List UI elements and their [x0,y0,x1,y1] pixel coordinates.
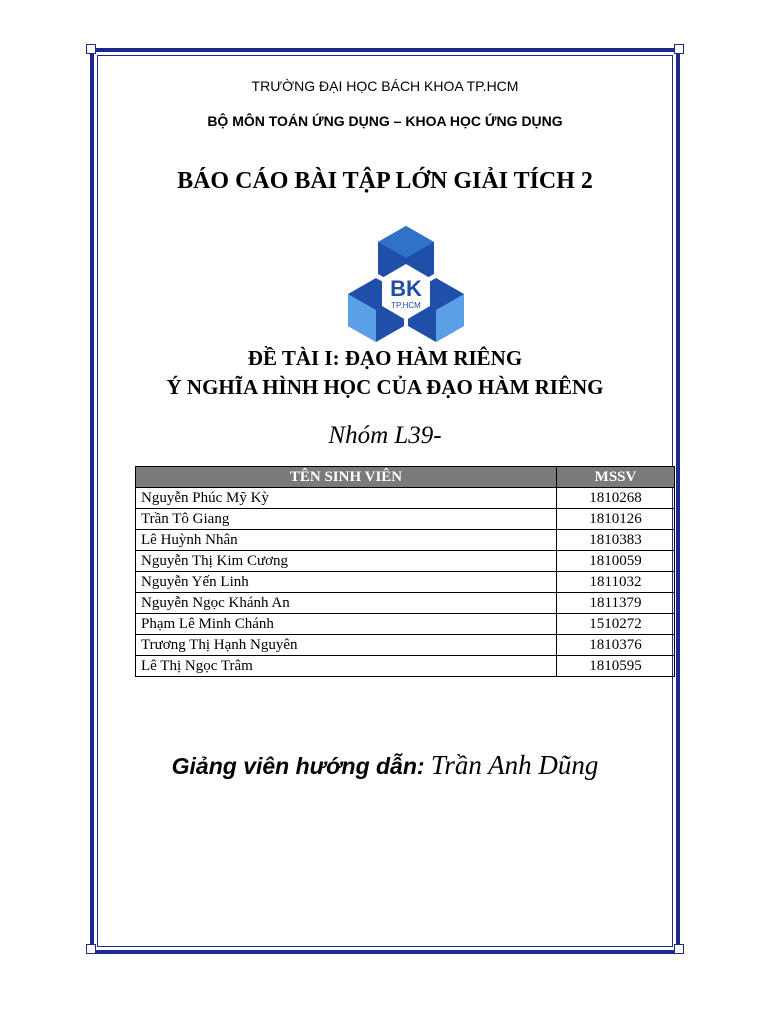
border-corner-top-left [86,44,96,54]
topic-line-1: ĐỀ TÀI I: ĐẠO HÀM RIÊNG [247,346,523,370]
table-row [136,551,675,572]
table-header-row [136,467,675,488]
student-id: 1810059 [557,551,675,572]
table-row [136,488,675,509]
student-name: Nguyễn Thị Kim Cương [136,551,557,572]
university-logo [346,226,466,342]
logo-text: BK [390,276,422,301]
student-name: Lê Huỳnh Nhân [136,530,557,551]
table-row [136,572,675,593]
student-id: 1811379 [557,593,675,614]
table-row [136,614,675,635]
table-row [136,635,675,656]
student-id: 1810376 [557,635,675,656]
advisor-name: Trần Anh Dũng [430,750,599,780]
table-row [136,656,675,677]
student-name: Trương Thị Hạnh Nguyên [136,635,557,656]
student-id: 1810383 [557,530,675,551]
logo-subtext: TP.HCM [391,301,421,310]
student-id: 1810126 [557,509,675,530]
border-corner-bottom-right [674,944,684,954]
table-row [136,509,675,530]
advisor-label: Giảng viên hướng dẫn: [171,753,425,779]
table-row [136,530,675,551]
department-name: BỘ MÔN TOÁN ỨNG DỤNG – KHOA HỌC ỨNG DỤNG [207,113,563,129]
group-name: Nhóm L39- [328,422,442,449]
border-corner-top-right [674,44,684,54]
topic-line-2: Ý NGHĨA HÌNH HỌC CỦA ĐẠO HÀM RIÊNG [166,375,604,399]
column-header-name: TÊN SINH VIÊN [136,467,557,488]
border-corner-bottom-left [86,944,96,954]
report-title: BÁO CÁO BÀI TẬP LỚN GIẢI TÍCH 2 [177,168,593,194]
student-name: Nguyễn Yến Linh [136,572,557,593]
student-id: 1510272 [557,614,675,635]
student-id: 1811032 [557,572,675,593]
student-id: 1810268 [557,488,675,509]
column-header-id: MSSV [557,467,675,488]
student-name: Nguyễn Ngọc Khánh An [136,593,557,614]
student-name: Lê Thị Ngọc Trâm [136,656,557,677]
advisor-line [97,750,673,781]
student-name: Nguyễn Phúc Mỹ Kỳ [136,488,557,509]
student-name: Trần Tô Giang [136,509,557,530]
table-row [136,593,675,614]
student-id: 1810595 [557,656,675,677]
school-name: TRƯỜNG ĐẠI HỌC BÁCH KHOA TP.HCM [251,78,519,94]
student-name: Phạm Lê Minh Chánh [136,614,557,635]
student-table [135,466,675,677]
